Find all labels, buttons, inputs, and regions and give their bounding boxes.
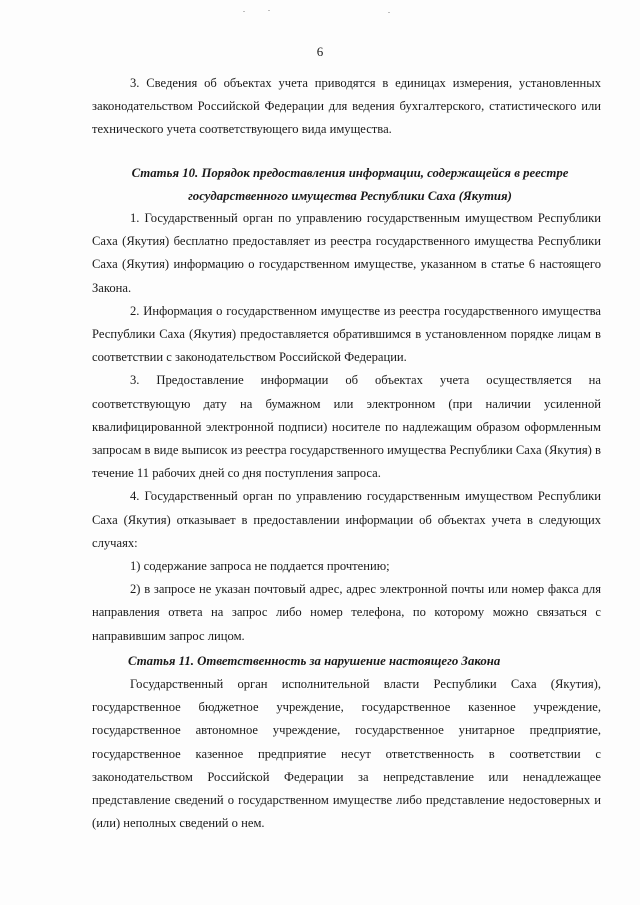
page-number: 6 [316,44,324,59]
paragraph: 2. Информация о государственном имуществе из реестра государственного имущества Республики Саха (Якутия) предоставляется обратившимся в установленном порядке лицам в соответствии с законодательством Российской Федерации. [92,303,601,365]
article-11-body [92,673,601,835]
list-item: 2) в запросе не указан почтовый адрес, адрес электронной почты или номер факса для направления ответа на запрос либо номер телефона, по которому можно связаться с направившим запрос лицом. [92,582,601,643]
scan-speck [268,10,270,11]
paragraph: 3. Сведения об объектах учета приводятся в единицах измерения, установленных законодательством Российской Федерации для ведения бухгалтерского, статистического или технического учета соответствующего вида имущества. [92,76,601,137]
article-11-heading: Статья 11. Ответственность за нарушение настоящего Закона [128,654,501,668]
paragraph: Государственный орган исполнительной власти Республики Саха (Якутия), государственное бюджетное учреждение, государственное казенное учреждение, государственное автономное учреждение, государственное унитарное предприятие, государственное казенное предприятие несут ответственность в соответствии с законодательством Российской Федерации за непредставление или ненадлежащее представление сведений о государственном имуществе либо представление недостоверных и (или) неполных сведений о нем. [92,677,601,831]
section-3-paragraph [92,72,601,142]
article-10-heading: Статья 10. Порядок предоставления информации, содержащейся в реестре государственного имущества Республики Саха (Якутия) [131,166,569,203]
paragraph: 1. Государственный орган по управлению государственным имуществом Республики Саха (Якутия) бесплатно предоставляет из реестра государственного имущества Республики Саха (Якутия) информацию о государственном имуществе, указанном в статье 6 настоящего Закона. [92,211,601,295]
paragraph: 4. Государственный орган по управлению государственным имуществом Республики Саха (Якутия) отказывает в предоставлении информации об объектах учета в следующих случаях: [92,489,601,550]
scan-speck [388,12,390,13]
article-10-body [92,207,601,648]
scan-speck [243,11,245,12]
paragraph: 3. Предоставление информации об объектах учета осуществляется на соответствующую дату на бумажном или электронном (при наличии усиленной квалифицированной электронной подписи) носителе по надлежащим образом оформленным запросам в виде выписок из реестра государственного имущества Республики Саха (Якутия) в течение 11 рабочих дней со дня поступления запроса. [92,373,601,481]
list-item: 1) содержание запроса не поддается прочтению; [130,559,390,574]
